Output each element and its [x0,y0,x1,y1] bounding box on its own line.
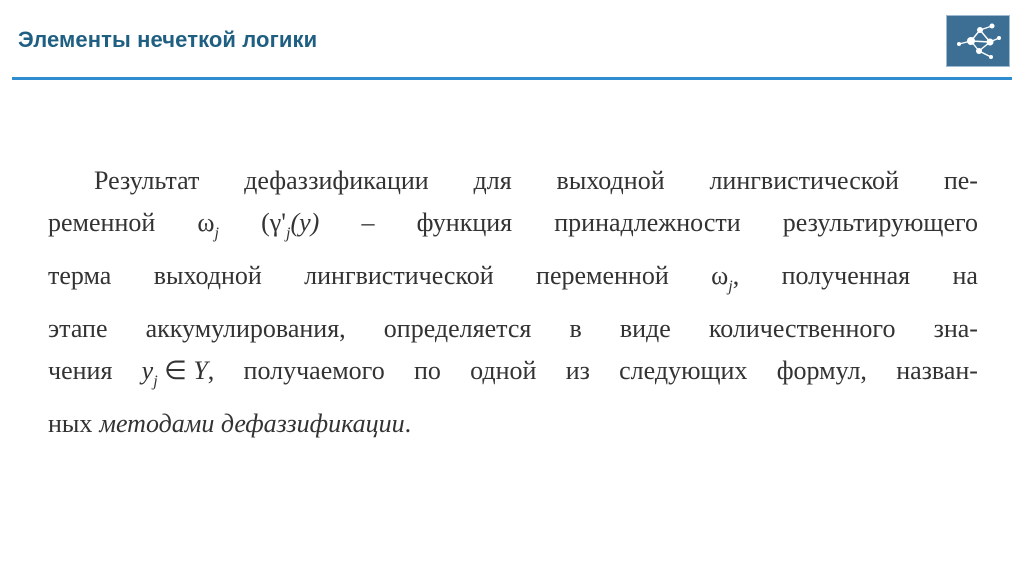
word: пе- [943,166,978,195]
word: зна- [933,314,978,343]
dash: – [361,208,375,237]
word: результирующего [782,208,978,237]
word: в [569,314,582,343]
text-line [48,202,978,255]
word: полученная [781,261,911,290]
word: назван- [896,356,978,385]
word: лингвистической [709,166,899,195]
word: переменной [536,261,669,290]
word: лингвистической [304,261,494,290]
definition-paragraph [48,160,978,445]
word: дефаззификации [244,166,429,195]
word: аккумулирования, [145,314,346,343]
slide-title: Элементы нечеткой логики [18,27,318,52]
word: этапе [48,314,108,343]
text-line [48,350,978,403]
text-line [48,160,978,202]
word: ременной [48,208,156,237]
title-divider [12,77,1012,80]
word: из [565,356,590,385]
word: определяется [383,314,532,343]
word: количественного [708,314,896,343]
word: на [952,261,978,290]
formula-gamma: ($\gamma'_j(y)$ [261,208,320,242]
word: виде [619,314,671,343]
word: ных [48,409,93,438]
molecule-network-icon [947,16,1009,66]
formula-omega-j: $\omega_j$ [197,208,219,242]
logo [946,15,1010,67]
word: чения [48,356,113,385]
word: следующих [619,356,748,385]
word: получаемого [243,356,385,385]
italic-term: методами дефаззификации. [99,409,412,438]
word: терма [48,261,112,290]
word: по [413,356,441,385]
word: Результат [94,166,200,195]
word: функция [416,208,513,237]
word: формул, [776,356,867,385]
word: выходной [153,261,262,290]
text-line [48,255,978,308]
word: для [473,166,512,195]
formula-y-in-Y: $y_j$ ∈ Y, [141,356,215,390]
formula-omega-j: $\omega_j$, [711,261,740,295]
word: одной [470,356,537,385]
word: выходной [556,166,665,195]
text-line [48,403,978,445]
text-line [48,308,978,350]
word: принадлежности [554,208,741,237]
